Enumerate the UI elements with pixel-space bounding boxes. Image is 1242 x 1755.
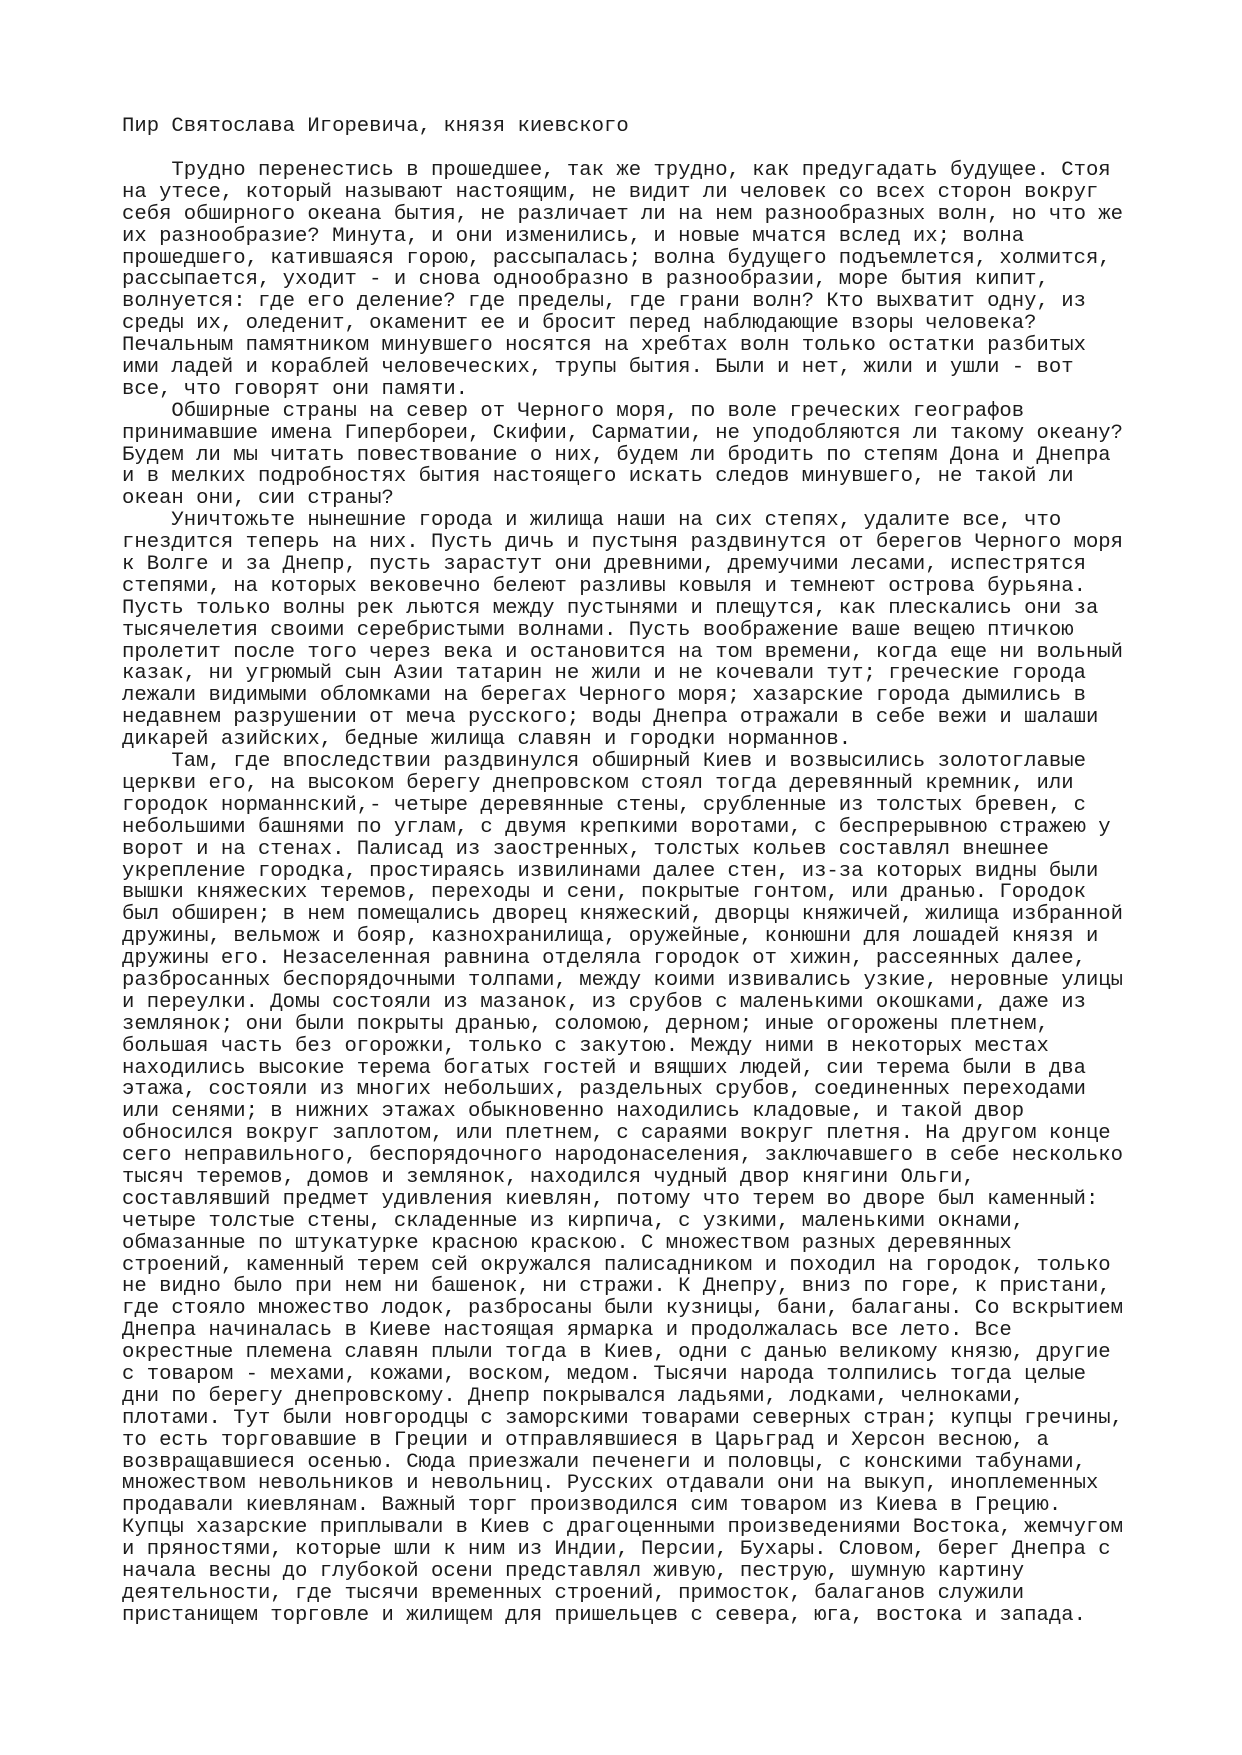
text-line: городок норманнский,- четыре деревянные стены, срубленные из толстых бревен, с — [122, 793, 1086, 817]
text-line: продавали киевлянам. Важный торг производился сим товаром из Киева в Грецию. — [122, 1494, 1062, 1518]
text-line: разбросанных беспорядочными толпами, между коими извивались узкие, неровные улицы — [122, 968, 1124, 992]
text-line: дружины, вельмож и бояр, казнохранилища, оружейные, конюшни для лошадей князя и — [122, 925, 1099, 949]
text-line: тысяч теремов, домов и землянок, находился чудный двор княгини Ольги, — [122, 1165, 975, 1189]
text-line: находились высокие терема богатых гостей и вящших людей, сии терема были в два — [122, 1056, 1086, 1080]
text-line: Уничтожьте нынешние города и жилища наши на сих степях, удалите все, что — [122, 509, 1062, 533]
text-line: тысячелетия своими серебристыми волнами. Пусть воображение ваше вещею птичкою — [122, 618, 1074, 642]
text-line: и пряностями, которые шли к ним из Индии, Персии, Бухары. Словом, берег Днепра с — [122, 1538, 1111, 1562]
text-line: то есть торговавшие в Греции и отправлявшиеся в Царьград и Херсон весною, а — [122, 1428, 1049, 1452]
text-line: обмазанные по штукатурке красною краскою. С множеством разных деревянных — [122, 1231, 1012, 1255]
text-line: к Волге и за Днепр, пусть зарастут они древними, дремучими лесами, испестрятся — [122, 553, 1086, 577]
text-line: пролетит после того через века и остановится на том времени, когда еще ни вольный — [122, 640, 1124, 664]
text-line: начала весны до глубокой осени представлял живую, пеструю, шумную картину — [122, 1560, 1025, 1583]
text-line: и переулки. Домы состояли из мазанок, из срубов с маленькими окошками, даже из — [122, 990, 1086, 1014]
body-text — [122, 160, 1123, 1627]
text-line: был обширен; в нем помещались дворец княжеский, дворцы княжичей, жилища избранной — [122, 903, 1124, 927]
text-line: Трудно перенестись в прошедшее, так же трудно, как предугадать будущее. Стоя — [122, 159, 1111, 182]
text-line: не видно было при нем ни башенок, ни стражи. К Днепру, вниз по горе, к пристани, — [122, 1275, 1111, 1299]
text-line: обносился вокруг заплотом, или плетнем, с сараями вокруг плетня. На другом конце — [122, 1122, 1111, 1146]
text-line: среды их, оледенит, окаменит ее и бросит перед наблюдающие взоры человека? — [122, 312, 1037, 336]
text-line: все, что говорят они памяти. — [122, 377, 469, 401]
text-line: степями, на которых вековечно белеют разливы ковыля и темнеют острова бурьяна. — [122, 574, 1086, 598]
text-line: Обширные страны на север от Черного моря, по воле греческих географов — [122, 399, 1025, 423]
text-line: Там, где впоследствии раздвинулся обширный Киев и возвысились золотоглавые — [122, 750, 1086, 774]
text-line: гнездится теперь на них. Пусть дичь и пустыня раздвинутся от берегов Черного моря — [122, 531, 1124, 555]
text-line: множеством невольников и невольниц. Русских отдавали они на выкуп, иноплеменных — [122, 1472, 1099, 1496]
text-line: прошедшего, катившаяся горою, рассыпалась; волна будущего подъемлется, холмится, — [122, 246, 1111, 270]
text-line: недавнем разрушении от меча русского; воды Днепра отражали в себе вежи и шалаши — [122, 706, 1099, 730]
text-line: ими ладей и кораблей человеческих, трупы бытия. Были и нет, жили и ушли - вот — [122, 356, 1074, 380]
text-line: дни по берегу днепровскому. Днепр покрывался ладьями, лодками, челноками, — [122, 1384, 1025, 1408]
text-line: где стояло множество лодок, разбросаны были кузницы, бани, балаганы. Со вскрытием — [122, 1297, 1124, 1321]
text-line: небольшими башнями по углам, с двумя крепкими воротами, с беспрерывною стражею у — [122, 815, 1111, 839]
text-line: дружины его. Незаселенная равнина отделяла городок от хижин, рассеянных далее, — [122, 947, 1086, 971]
text-line: укрепление городка, простираясь извилинами далее стен, из-за которых видны были — [122, 859, 1099, 883]
text-line: четыре толстые стены, складенные из кирпича, с узкими, маленькими окнами, — [122, 1209, 1025, 1233]
text-line: церкви его, на высоком берегу днепровском стоял тогда деревянный кремник, или — [122, 771, 1074, 795]
text-line: их разнообразие? Минута, и они изменились, и новые мчатся вслед их; волна — [122, 224, 1025, 248]
text-line: волнуется: где его деление? где пределы, где грани волн? Кто выхватит одну, из — [122, 290, 1086, 314]
text-line: вышки княжеских теремов, переходы и сени, покрытые гонтом, или дранью. Городок — [122, 881, 1086, 905]
text-line: лежали видимыми обломками на берегах Черного моря; хазарские города дымились в — [122, 684, 1086, 708]
text-line: Пусть только волны рек льются между пустынями и плещутся, как плескались они за — [122, 596, 1099, 620]
text-line: пристанищем торговле и жилищем для пришельцев с севера, юга, востока и запада. — [122, 1603, 1086, 1627]
text-line: дикарей азийских, бедные жилища славян и городки норманнов. — [122, 728, 852, 752]
text-line: землянок; они были покрыты дранью, соломою, дерном; иные огорожены плетнем, — [122, 1012, 1049, 1036]
text-line: составлявший предмет удивления киевлян, потому что терем во дворе был каменный: — [122, 1187, 1099, 1211]
text-line: Печальным памятником минувшего носятся на хребтах волн только остатки разбитых — [122, 334, 1086, 358]
page-title: Пир Святослава Игоревича, князя киевского — [122, 115, 629, 138]
text-line: принимавшие имена Гипербореи, Скифии, Сарматии, не уподобляются ли такому океану? — [122, 421, 1124, 445]
text-line: окрестные племена славян плыли тогда в Киев, одни с данью великому князю, другие — [122, 1341, 1111, 1365]
text-line: большая часть без огорожки, только с закутою. Между ними в некоторых местах — [122, 1034, 1049, 1058]
text-line: Днепра начиналась в Киеве настоящая ярмарка и продолжалась все лето. Все — [122, 1319, 1012, 1343]
text-line: с товаром - мехами, кожами, воском, медом. Тысячи народа толпились тогда целые — [122, 1362, 1086, 1386]
text-line: рассыпается, уходит - и снова однообразно в разнообразии, море бытия кипит, — [122, 268, 1049, 292]
text-line: и в мелких подробностях бытия настоящего искать следов минувшего, не такой ли — [122, 465, 1074, 489]
text-line: деятельности, где тысячи временных строений, примосток, балаганов служили — [122, 1581, 1025, 1605]
text-line: океан они, сии страны? — [122, 487, 394, 511]
text-line: возвращавшиеся осенью. Сюда приезжали печенеги и половцы, с конскими табунами, — [122, 1450, 1086, 1474]
text-line: Купцы хазарские приплывали в Киев с драгоценными произведениями Востока, жемчугом — [122, 1516, 1124, 1540]
text-line: ворот и на стенах. Палисад из заостренных, толстых кольев составлял внешнее — [122, 837, 1049, 861]
text-line: или сенями; в нижних этажах обыкновенно находились кладовые, и такой двор — [122, 1100, 1025, 1124]
text-line: Будем ли мы читать повествование о них, будем ли бродить по степям Дона и Днепра — [122, 443, 1111, 467]
text-line: плотами. Тут были новгородцы с заморскими товарами северных стран; купцы гречины, — [122, 1406, 1124, 1430]
text-line: на утесе, который называют настоящим, не видит ли человек со всех сторон вокруг — [122, 180, 1099, 204]
text-line: себя обширного океана бытия, не различает ли на нем разнообразных волн, но что же — [122, 202, 1124, 226]
text-line: этажа, состояли из многих небольших, раздельных срубов, соединенных переходами — [122, 1078, 1086, 1102]
text-line: казак, ни угрюмый сын Азии татарин не жили и не кочевали тут; греческие города — [122, 662, 1086, 686]
text-line: строений, каменный терем сей окружался палисадником и походил на городок, только — [122, 1253, 1111, 1277]
text-line: сего неправильного, беспорядочного народонаселения, заключавшего в себе несколько — [122, 1144, 1124, 1168]
